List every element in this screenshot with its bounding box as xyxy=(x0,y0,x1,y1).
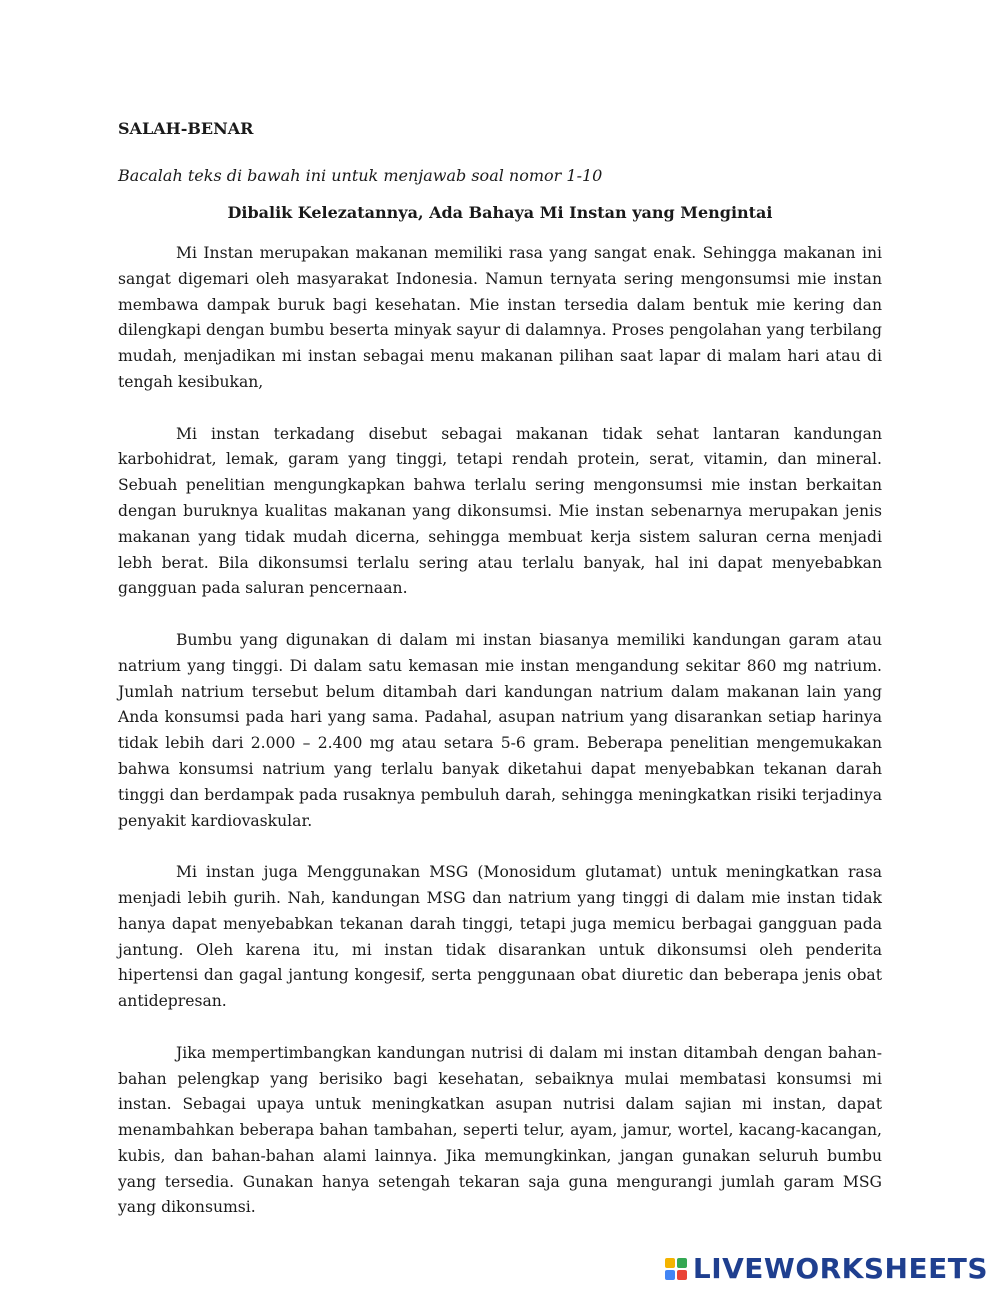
liveworksheets-logo-icon xyxy=(665,1258,687,1280)
logo-square-2 xyxy=(677,1258,687,1268)
logo-square-4 xyxy=(677,1270,687,1280)
article-title: Dibalik Kelezatannya, Ada Bahaya Mi Instan yang Mengintai xyxy=(227,203,773,222)
article-paragraph-4: Mi instan juga Menggunakan MSG (Monosidum glutamat) untuk meningkatkan rasa menjadi lebih gurih. Nah, kandungan MSG dan natrium yang tinggi di dalam mie instan tidak hanya dapat menyebabkan tekanan darah tinggi, tetapi juga memicu berbagai gangguan pada jantung. Oleh karena itu, mi instan tidak disarankan untuk dikonsumsi oleh penderita hipertensi dan gagal jantung kongesif, serta penggunaan obat diuretic dan beberapa jenis obat antidepresan. xyxy=(118,863,882,1011)
liveworksheets-brand[interactable] xyxy=(665,1252,988,1285)
reading-instruction: Bacalah teks di bawah ini untuk menjawab soal nomor 1-10 xyxy=(118,166,603,185)
section-heading: SALAH-BENAR xyxy=(118,119,254,138)
logo-square-1 xyxy=(665,1258,675,1268)
article-paragraph-3: Bumbu yang digunakan di dalam mi instan biasanya memiliki kandungan garam atau natrium yang tinggi. Di dalam satu kemasan mie instan mengandung sekitar 860 mg natrium. Jumlah natrium tersebut belum ditambah dari kandungan natrium dalam makanan lain yang Anda konsumsi pada hari yang sama. Padahal, asupan natrium yang disarankan setiap harinya tidak lebih dari 2.000 – 2.400 mg atau setara 5-6 gram. Beberapa penelitian mengemukakan bahwa konsumsi natrium yang terlalu banyak diketahui dapat menyebabkan tekanan darah tinggi dan berdampak pada rusaknya pembuluh darah, sehingga meningkatkan risiki terjadinya penyakit kardiovaskular. xyxy=(118,630,882,830)
worksheet-page xyxy=(118,117,882,1247)
article-paragraph-1: Mi Instan merupakan makanan memiliki rasa yang sangat enak. Sehingga makanan ini sangat digemari oleh masyarakat Indonesia. Namun ternyata sering mengonsumsi mie instan membawa dampak buruk bagi kesehatan. Mie instan tersedia dalam bentuk mie kering dan dilengkapi dengan bumbu beserta minyak sayur di dalamnya. Proses pengolahan yang terbilang mudah, menjadikan mi instan sebagai menu makanan pilihan saat lapar di malam hari atau di tengah kesibukan, xyxy=(118,244,882,391)
logo-square-3 xyxy=(665,1270,675,1280)
article-paragraph-2: Mi instan terkadang disebut sebagai makanan tidak sehat lantaran kandungan karbohidrat, lemak, garam yang tinggi, tetapi rendah protein, serat, vitamin, dan mineral. Sebuah penelitian mengungkapkan bahwa terlalu sering mengonsumsi mie instan berkaitan dengan buruknya kualitas makanan yang dikonsumsi. Mie instan sebenarnya merupakan jenis makanan yang tidak mudah dicerna, sehingga membuat kerja sistem saluran cerna menjadi lebh berat. Bila dikonsumsi terlalu sering atau terlalu banyak, hal ini dapat menyebabkan gangguan pada saluran pencernaan. xyxy=(118,424,882,598)
article-paragraph-5: Jika mempertimbangkan kandungan nutrisi di dalam mi instan ditambah dengan bahan-bahan pelengkap yang berisiko bagi kesehatan, sebaiknya mulai membatasi konsumsi mi instan. Sebagai upaya untuk meningkatkan asupan nutrisi dalam sajian mi instan, dapat menambahkan beberapa bahan tambahan, seperti telur, ayam, jamur, wortel, kacang-kacangan, kubis, dan bahan-bahan alami lainnya. Jika memungkinkan, jangan gunakan seluruh bumbu yang tersedia. Gunakan hanya setengah tekaran saja guna mengurangi jumlah garam MSG yang dikonsumsi. xyxy=(118,1043,882,1217)
brand-name: LIVEWORKSHEETS xyxy=(692,1252,988,1285)
